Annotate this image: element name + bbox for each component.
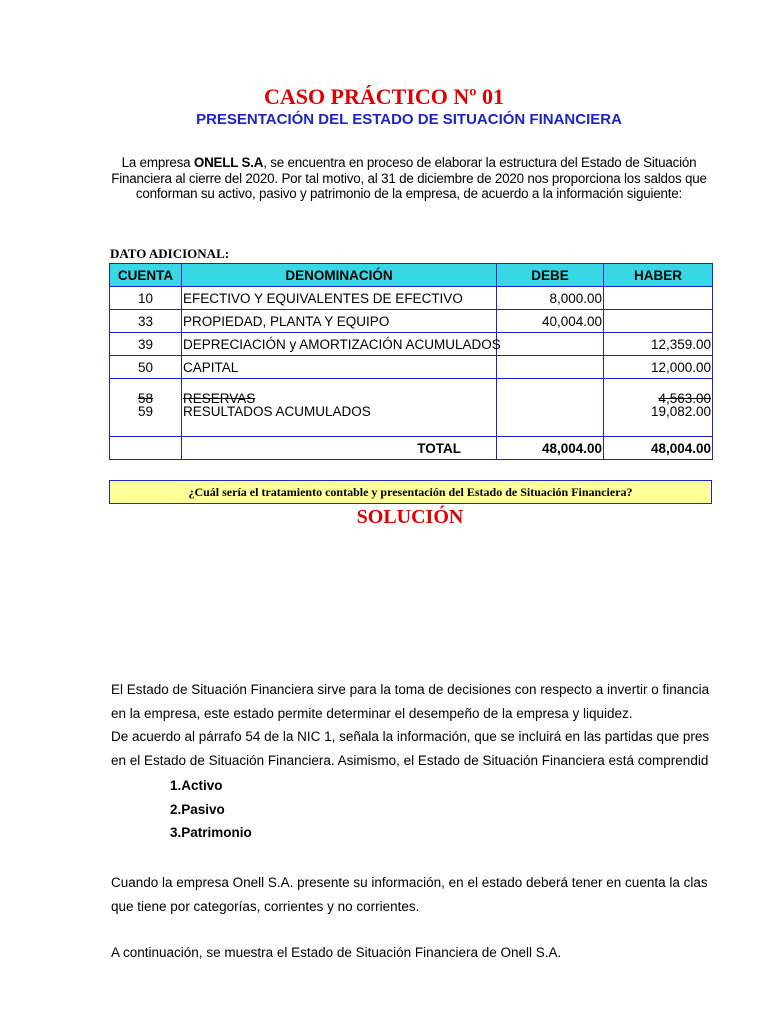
dato-adicional-label: DATO ADICIONAL: <box>110 246 230 261</box>
cuenta-58: 58 <box>137 391 154 406</box>
intro-paragraph <box>100 155 718 202</box>
cell-denominacion <box>182 379 497 437</box>
table-row <box>110 356 713 379</box>
list-item: 2.Pasivo <box>170 801 225 817</box>
haber-58: 4,563.00 <box>658 391 711 406</box>
total-haber: 48,004.00 <box>604 437 713 460</box>
paragraph-line: que tiene por categorías, corrientes y no corrientes. <box>111 898 420 914</box>
total-debe: 48,004.00 <box>497 437 604 460</box>
table-row <box>110 287 713 310</box>
header-denominacion: DENOMINACIÓN <box>182 264 497 287</box>
haber-59: 19,082.00 <box>650 404 711 419</box>
cell-empty <box>110 437 182 460</box>
cell-debe: 8,000.00 <box>497 287 604 310</box>
cell-cuenta <box>110 379 182 437</box>
table-row <box>110 333 713 356</box>
cell-cuenta: 33 <box>110 310 182 333</box>
denominacion-58: RESERVAS <box>183 391 256 406</box>
cell-cuenta: 50 <box>110 356 182 379</box>
paragraph-line: en la empresa, este estado permite determinar el desempeño de la empresa y liquidez. <box>111 705 633 721</box>
accounts-table <box>109 263 713 460</box>
cell-denominacion: EFECTIVO Y EQUIVALENTES DE EFECTIVO <box>182 287 497 310</box>
intro-post: , se encuentra en proceso de elaborar la estructura del Estado de Situación Financiera al cierre del 2020. Por tal motivo, al 31 de diciembre de 2020 nos proporciona los saldos que conforman su activo, pasivo y patrimonio de la empresa, de acuerdo a la información siguiente: <box>111 155 707 201</box>
cell-debe <box>497 379 604 437</box>
table-header-row <box>110 264 713 287</box>
page-title: CASO PRÁCTICO Nº 01 <box>263 84 505 109</box>
paragraph-line: Cuando la empresa Onell S.A. presente su información, en el estado deberá tener en cuenta la clas <box>111 875 708 890</box>
table-total-row <box>110 437 713 460</box>
total-label: TOTAL <box>182 437 497 460</box>
list-item: 1.Activo <box>170 778 223 793</box>
denominacion-59: RESULTADOS ACUMULADOS <box>183 404 371 419</box>
cell-denominacion: DEPRECIACIÓN y AMORTIZACIÓN ACUMULADOS <box>182 333 497 356</box>
paragraph-1 <box>111 678 751 772</box>
cell-debe <box>497 333 604 356</box>
header-haber: HABER <box>604 264 713 287</box>
table-row <box>110 379 713 437</box>
paragraph-2 <box>111 871 751 918</box>
cell-debe: 40,004.00 <box>497 310 604 333</box>
cuenta-59: 59 <box>137 404 154 419</box>
cell-denominacion: CAPITAL <box>182 356 497 379</box>
question-box: ¿Cuál sería el tratamiento contable y presentación del Estado de Situación Financiera? <box>109 480 712 504</box>
solucion-heading: SOLUCIÓN <box>356 506 464 528</box>
intro-pre: La empresa <box>121 155 194 170</box>
cell-denominacion: PROPIEDAD, PLANTA Y EQUIPO <box>182 310 497 333</box>
cell-cuenta: 10 <box>110 287 182 310</box>
list-item: 3.Patrimonio <box>170 825 252 840</box>
header-cuenta: CUENTA <box>110 264 182 287</box>
cell-haber <box>604 310 713 333</box>
paragraph-line: El Estado de Situación Financiera sirve para la toma de decisiones con respecto a invertir o financia <box>111 682 710 697</box>
paragraph-line: en el Estado de Situación Financiera. Asimismo, el Estado de Situación Financiera está comprendid <box>111 752 709 768</box>
paragraph-3: A continuación, se muestra el Estado de Situación Financiera de Onell S.A. <box>111 945 562 960</box>
header-debe: DEBE <box>497 264 604 287</box>
cell-haber <box>604 287 713 310</box>
table-row <box>110 310 713 333</box>
cell-haber <box>604 379 713 437</box>
cell-haber: 12,000.00 <box>604 356 713 379</box>
paragraph-line: De acuerdo al párrafo 54 de la NIC 1, señala la información, que se incluirá en las partidas que pres <box>111 729 710 744</box>
cell-haber: 12,359.00 <box>604 333 713 356</box>
components-list <box>170 774 252 845</box>
cell-cuenta: 39 <box>110 333 182 356</box>
company-name: ONELL S.A <box>193 155 264 170</box>
page-subtitle: PRESENTACIÓN DEL ESTADO DE SITUACIÓN FINANCIERA <box>196 111 622 128</box>
cell-debe <box>497 356 604 379</box>
